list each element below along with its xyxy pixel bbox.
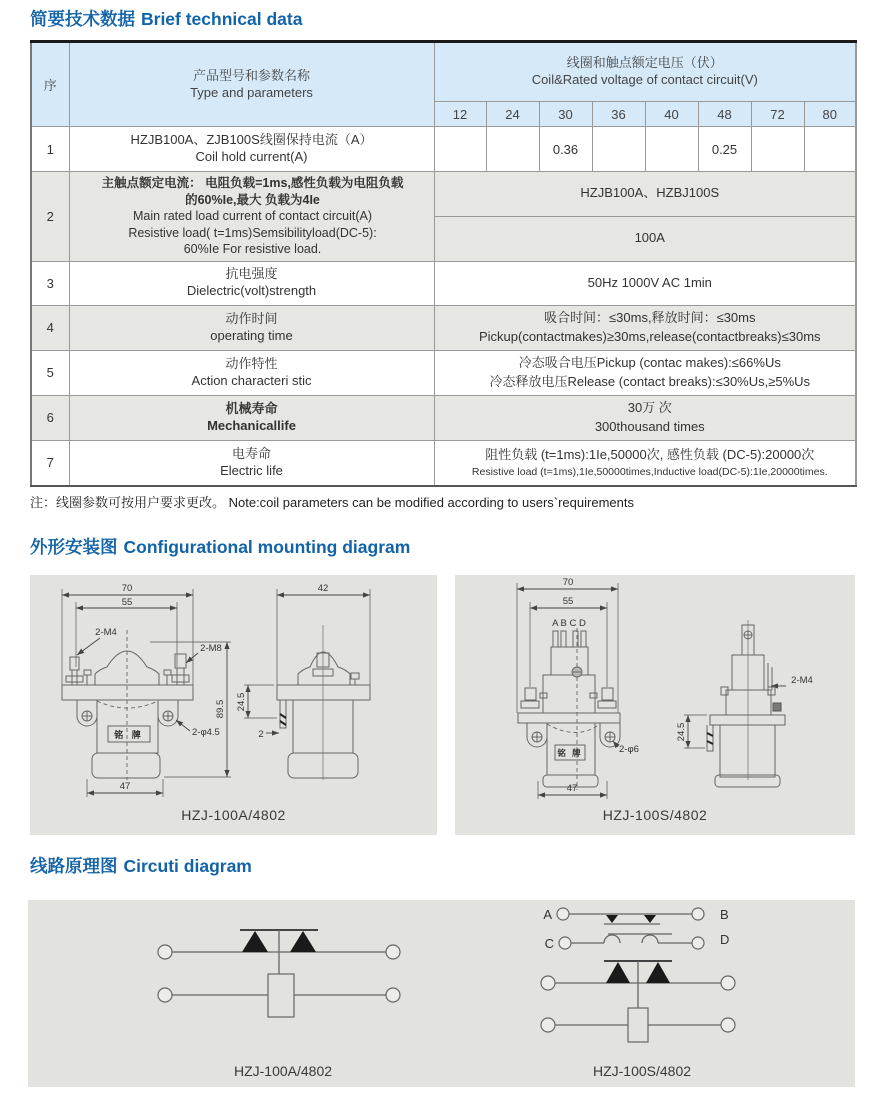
row2-value-bottom: 100A — [434, 216, 856, 261]
contact-triangle — [290, 931, 316, 952]
circuit-diagrams — [28, 900, 855, 1087]
row1-cell — [434, 127, 486, 172]
row-no: 2 — [31, 172, 69, 262]
circuit-hzj100s — [541, 907, 735, 1042]
mounting-heading — [30, 534, 410, 559]
row5-name-zh: 动作特性 — [225, 355, 278, 371]
nc-contact — [644, 915, 656, 923]
row1-cell — [804, 127, 856, 172]
dim-42: 42 — [317, 583, 329, 594]
row7-val2: Resistive load (t=1ms),1Ie,50000times,Inductive load(DC-5):1Ie,20000times. — [471, 465, 828, 478]
dim-2: 2 — [258, 729, 264, 740]
row-name — [69, 172, 434, 262]
mounting-drawing-hzj100a — [30, 575, 437, 835]
row-no: 3 — [31, 261, 69, 305]
row1-cell — [751, 127, 804, 172]
contact-triangle — [242, 931, 268, 952]
header-voltage-zh: 线圈和触点额定电压（伏） — [566, 55, 723, 71]
coil-symbol — [268, 974, 294, 1017]
dim-70: 70 — [562, 577, 574, 588]
row1-name-zh: HZJB100A、ZJB100S线圈保持电流（A） — [130, 132, 373, 148]
table-row — [31, 305, 856, 350]
row4-value — [434, 305, 856, 350]
table-row — [31, 172, 856, 217]
mounting-drawing-hzj100s — [455, 575, 855, 835]
dim-47: 47 — [566, 783, 578, 794]
mounting-heading-en: Configurational mounting diagram — [123, 537, 411, 557]
circuit-heading — [30, 853, 252, 878]
voltage-col: 80 — [804, 102, 856, 127]
drawing-caption-hzj100s: HZJ-100S/4802 — [602, 807, 708, 823]
row-no: 7 — [31, 440, 69, 486]
dim-2-m4: 2-M4 — [95, 627, 117, 638]
table-header-row — [31, 42, 856, 102]
header-type-en: Type and parameters — [190, 84, 313, 100]
row-name — [69, 127, 434, 172]
row2-en3: 60%Ie For resistive load. — [183, 242, 322, 256]
row-name — [69, 350, 434, 395]
voltage-col: 30 — [539, 102, 592, 127]
dim-895: 89.5 — [215, 699, 226, 719]
row5-val1: 冷态吸合电压Pickup (contac makes):≤66%Us — [518, 354, 781, 370]
dim-55: 55 — [121, 597, 133, 608]
table-row — [31, 395, 856, 440]
voltage-col: 72 — [751, 102, 804, 127]
tech-data-heading — [30, 6, 302, 31]
header-voltage — [434, 42, 856, 102]
dim-2-phi45: 2-φ4.5 — [192, 727, 220, 738]
row6-name-zh: 机械寿命 — [225, 400, 278, 416]
row-name — [69, 261, 434, 305]
row1-name-en: Coil hold current(A) — [195, 149, 308, 164]
header-voltage-en: Coil&Rated voltage of contact circuit(V) — [531, 72, 758, 87]
header-seq: 序 — [31, 42, 69, 127]
dim-2-m4: 2-M4 — [791, 675, 813, 686]
row4-name-en: operating time — [210, 327, 293, 343]
dim-55: 55 — [562, 596, 574, 607]
mounting-panel-hzj100s — [455, 575, 855, 835]
row7-name-zh: 电寿命 — [231, 445, 271, 461]
row3-value: 50Hz 1000V AC 1min — [434, 261, 856, 305]
circuit-caption-hzj100a: HZJ-100A/4802 — [233, 1063, 333, 1079]
row7-name-en: Electric life — [220, 462, 283, 478]
dim-70: 70 — [121, 583, 133, 594]
row1-cell — [592, 127, 645, 172]
dim-2-phi6: 2-φ6 — [619, 744, 639, 755]
nameplate-label: 铭 牌 — [114, 730, 144, 740]
tech-data-table — [30, 40, 857, 487]
terminal-label-b: B — [720, 907, 729, 922]
row3-name-en: Dielectric(volt)strength — [186, 283, 317, 298]
front-view-hzj100a — [62, 583, 231, 797]
table-row — [31, 350, 856, 395]
table-row — [31, 127, 856, 172]
table-row — [31, 261, 856, 305]
tech-data-heading-en: Brief technical data — [141, 9, 303, 29]
row1-cell — [645, 127, 698, 172]
row7-value — [434, 440, 856, 486]
row5-val2: 冷态释放电压Release (contact breaks):≤30%Us,≥5%Us — [489, 373, 811, 389]
front-view-hzj100s — [517, 577, 639, 799]
voltage-col: 48 — [698, 102, 751, 127]
row2-zh2: 的60%Ie,最大 负载为4Ie — [185, 192, 320, 207]
mounting-panel-hzj100a — [30, 575, 437, 835]
row-name — [69, 395, 434, 440]
nameplate-label: 铭 牌 — [557, 748, 583, 758]
drawing-caption-hzj100a: HZJ-100A/4802 — [181, 807, 286, 823]
dim-2-m8: 2-M8 — [200, 643, 222, 654]
header-type-zh: 产品型号和参数名称 — [192, 67, 310, 83]
mounting-heading-zh: 外形安装图 — [30, 537, 118, 557]
voltage-col: 24 — [486, 102, 539, 127]
circuit-panel — [28, 900, 855, 1087]
row-no: 4 — [31, 305, 69, 350]
coil-symbol — [628, 1008, 648, 1042]
terminal-label-d: D — [720, 932, 730, 947]
row4-val1: 吸合时间：≤30ms,释放时间：≤30ms — [544, 309, 756, 325]
row5-value — [434, 350, 856, 395]
row5-name-en: Action characteri stic — [191, 372, 312, 388]
row6-val2: 300thousand times — [594, 418, 705, 434]
header-type — [69, 42, 434, 127]
voltage-col: 36 — [592, 102, 645, 127]
row4-val2: Pickup(contactmakes)≥30ms,release(contactbreaks)≤30ms — [478, 328, 821, 344]
dim-47: 47 — [119, 781, 131, 792]
nc-contact — [606, 915, 618, 923]
row6-value — [434, 395, 856, 440]
side-view-hzj100s — [676, 620, 813, 787]
row7-val1: 阻性负载 (t=1ms):1Ie,50000次, 感性负载 (DC-5):20000次 — [485, 446, 815, 462]
row-no: 1 — [31, 127, 69, 172]
row1-cell: 0.25 — [698, 127, 751, 172]
row2-zh1: 主触点额定电流： 电阻负载=1ms,感性负载为电阻负载 — [101, 176, 404, 190]
table-row — [31, 440, 856, 486]
row2-value-top: HZJB100A、HZBJ100S — [434, 172, 856, 217]
row-name — [69, 440, 434, 486]
row3-name-zh: 抗电强度 — [225, 266, 278, 282]
row-name — [69, 305, 434, 350]
terminal-label-c: C — [544, 936, 554, 951]
terminal-label-a: A — [543, 907, 552, 922]
row6-name-en: Mechanicallife — [207, 417, 296, 433]
voltage-col: 40 — [645, 102, 698, 127]
side-view-hzj100a — [236, 583, 370, 780]
row1-cell — [486, 127, 539, 172]
circuit-caption-hzj100s: HZJ-100S/4802 — [592, 1063, 692, 1079]
dim-245: 24.5 — [236, 692, 247, 712]
contact-triangle — [646, 962, 670, 983]
dim-245: 24.5 — [676, 722, 687, 742]
contact-triangle — [606, 962, 630, 983]
pin-labels-abcd: A B C D — [552, 618, 586, 629]
circuit-hzj100a — [158, 930, 400, 1017]
row-no: 5 — [31, 350, 69, 395]
circuit-heading-en: Circuti diagram — [123, 856, 252, 876]
circuit-heading-zh: 线路原理图 — [30, 856, 118, 876]
row1-cell: 0.36 — [539, 127, 592, 172]
voltage-col: 12 — [434, 102, 486, 127]
row2-en2: Resistive load( t=1ms)Semsibilityload(DC-5): — [128, 225, 377, 240]
row2-en1: Main rated load current of contact circuit(A) — [133, 209, 372, 223]
table-note: 注：线圈参数可按用户要求更改。 Note:coil parameters can be modified according to users`requirements — [30, 495, 634, 510]
row4-name-zh: 动作时间 — [225, 310, 278, 326]
row6-val1: 30万 次 — [627, 399, 672, 415]
tech-data-heading-zh: 简要技术数据 — [30, 9, 135, 29]
row-no: 6 — [31, 395, 69, 440]
